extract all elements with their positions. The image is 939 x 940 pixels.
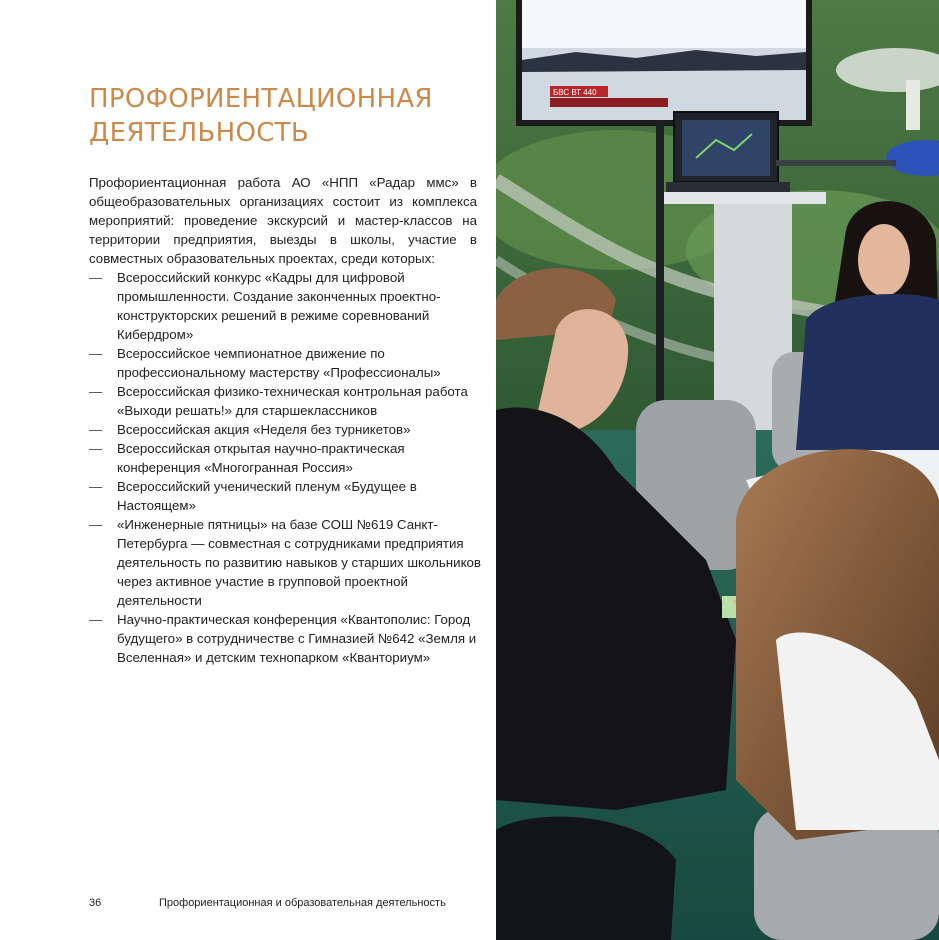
page-title bbox=[89, 82, 489, 150]
list-item bbox=[89, 268, 481, 344]
title-line-1: ПРОФОРИЕНТАЦИОННАЯ bbox=[89, 84, 433, 114]
event-photo bbox=[496, 0, 939, 940]
list-item-text: Всероссийская акция «Неделя без турникетов» bbox=[117, 422, 411, 437]
title-line-2: ДЕЯТЕЛЬНОСТЬ bbox=[89, 118, 309, 148]
list-item bbox=[89, 344, 481, 382]
list-item bbox=[89, 420, 481, 439]
drone-arm bbox=[776, 160, 896, 166]
list-item-text: Всероссийское чемпионатное движение по профессиональному мастерству «Профессионалы» bbox=[117, 346, 441, 380]
platform-pillar bbox=[906, 80, 920, 130]
list-item bbox=[89, 382, 481, 420]
tv-caption-text: БВС ВТ 440 bbox=[553, 88, 597, 97]
list-item-text: Научно-практическая конференция «Квантополис: Город будущего» в сотрудничестве с Гимназией №642 «Земля и Вселенная» и детским технопарком «Кванториум» bbox=[117, 612, 477, 665]
list-dash: — bbox=[89, 346, 103, 361]
page-number: 36 bbox=[89, 897, 102, 909]
tv-screen-top bbox=[522, 0, 806, 48]
list-dash: — bbox=[89, 384, 103, 399]
intro-paragraph: Профориентационная работа АО «НПП «Радар ммс» в общеобразовательных организациях состоит из комплекса мероприятий: проведение экскурсий и мастер-классов на территории предприятия, выезды в школы, участие в совместных образовательных проектах, среди которых: bbox=[89, 175, 477, 266]
list-dash: — bbox=[89, 517, 103, 532]
list-item bbox=[89, 477, 481, 515]
list-item-text: «Инженерные пятницы» на базе СОШ №619 Санкт-Петербурга — совместная с сотрудниками предприятия деятельность по развитию навыков у старших школьников через активное участие в групповой проектной деятельности bbox=[117, 517, 481, 608]
stand-top bbox=[656, 192, 826, 204]
list-dash: — bbox=[89, 612, 103, 627]
list-dash: — bbox=[89, 479, 103, 494]
list-item-text: Всероссийский конкурс «Кадры для цифровой промышленности. Создание законченных проектно-конструкторских решений в режиме соревнований Кибердром» bbox=[117, 270, 441, 342]
activity-list bbox=[89, 268, 481, 667]
list-dash: — bbox=[89, 422, 103, 437]
list-item bbox=[89, 610, 481, 667]
list-item bbox=[89, 439, 481, 477]
tv-subtitle-bar bbox=[550, 98, 668, 107]
list-item-text: Всероссийский ученический пленум «Будущее в Настоящем» bbox=[117, 479, 417, 513]
pole bbox=[656, 120, 664, 440]
list-dash: — bbox=[89, 441, 103, 456]
list-item bbox=[89, 515, 481, 610]
running-footer-title: Профориентационная и образовательная деятельность bbox=[159, 897, 446, 909]
list-dash: — bbox=[89, 270, 103, 285]
person-face bbox=[858, 224, 910, 296]
person-hoodie bbox=[796, 294, 939, 450]
photo-illustration bbox=[496, 0, 939, 940]
list-item-text: Всероссийская физико-техническая контрольная работа «Выходи решать!» для старшеклассников bbox=[117, 384, 468, 418]
laptop-display bbox=[682, 120, 770, 176]
list-item-text: Всероссийская открытая научно-практическая конференция «Многогранная Россия» bbox=[117, 441, 405, 475]
